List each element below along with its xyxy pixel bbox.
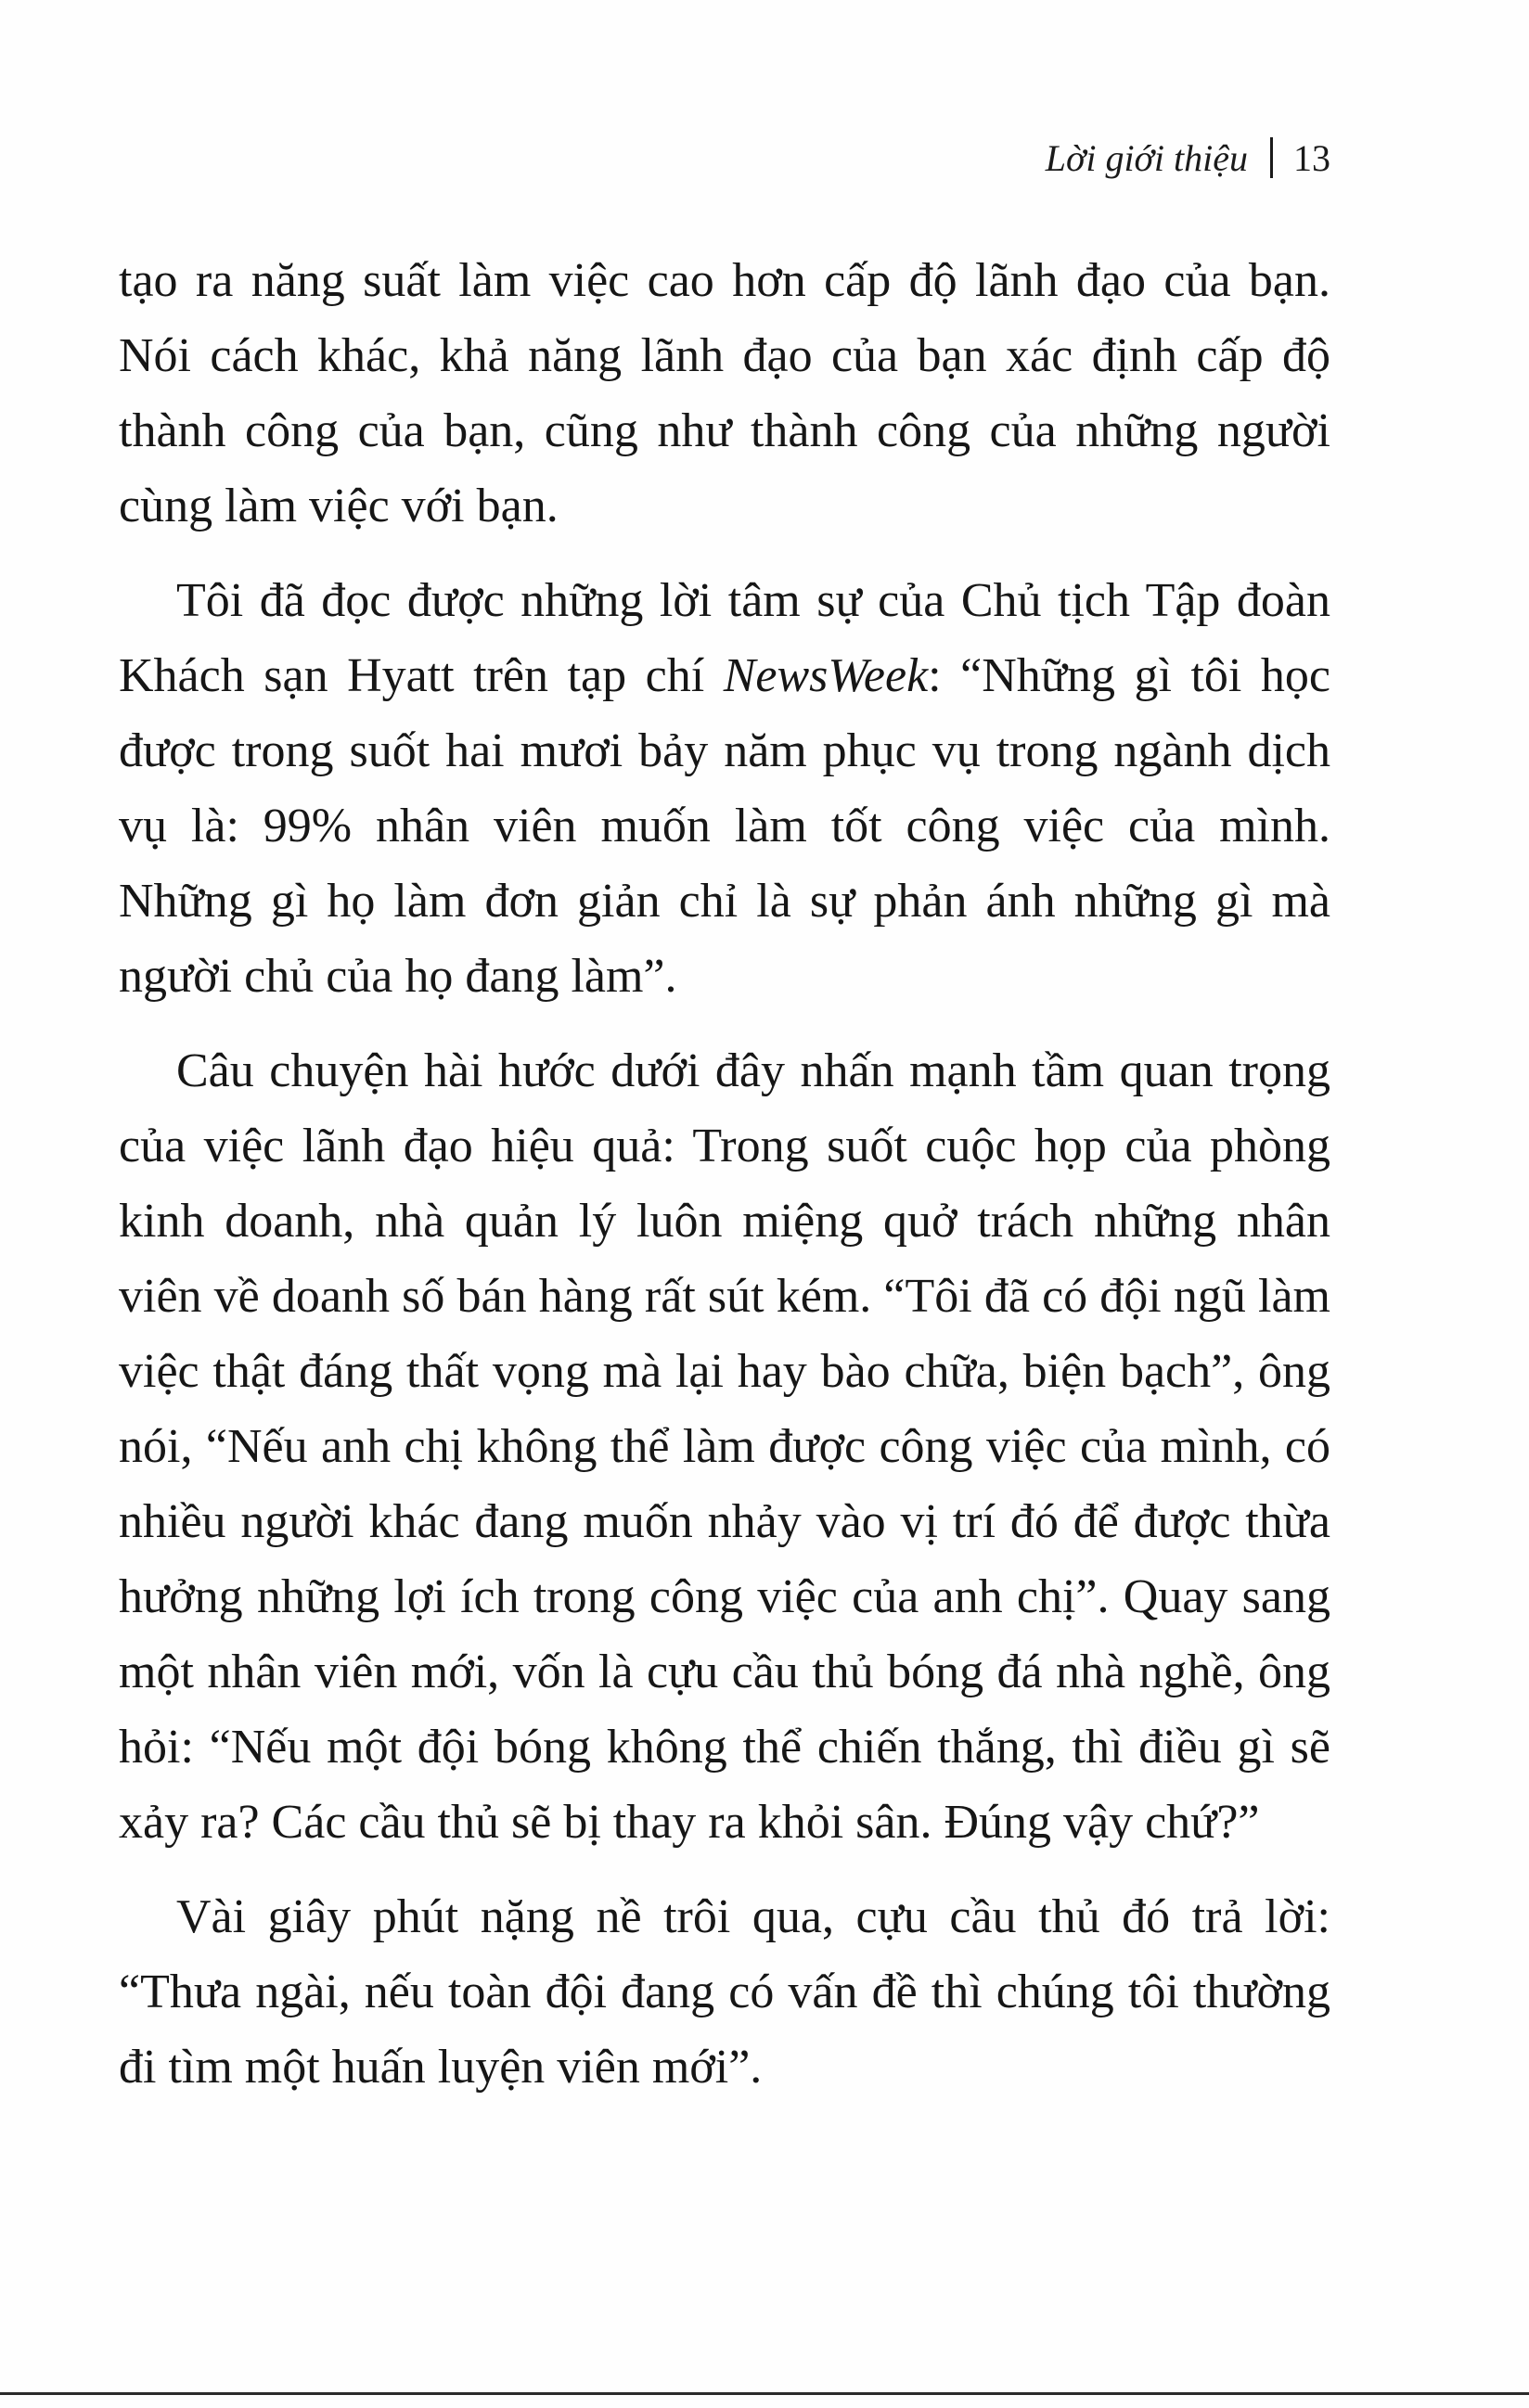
paragraph-4: Vài giây phút nặng nề trôi qua, cựu cầu thủ đó trả lời: “Thưa ngài, nếu toàn đội đang có vấn đề thì chúng tôi thường đi tìm một huấn luyện viên mới”. [119, 1890, 1330, 2094]
paragraph-2-lead: Tôi đã đọc được những lời tâm sự của Chủ tịch Tập đoàn Khách sạn Hyatt trên tạp chí [119, 574, 1330, 702]
section-title: Lời giới thiệu [1045, 137, 1248, 179]
paragraph-3: Câu chuyện hài hước dưới đây nhấn mạnh tầm quan trọng của việc lãnh đạo hiệu quả: Trong suốt cuộc họp của phòng kinh doanh, nhà quản lý luôn miệng quở trách những nhân viên về doanh số bán hàng rất sút kém. “Tôi đã có đội ngũ làm việc thật đáng thất vọng mà lại hay bào chữa, biện bạch”, ông nói, “Nếu anh chị không thể làm được công việc của mình, có nhiều người khác đang muốn nhảy vào vị trí đó để được thừa hưởng những lợi ích trong công việc của anh chị”. Quay sang một nhân viên mới, vốn là cựu cầu thủ bóng đá nhà nghề, ông hỏi: “Nếu một đội bóng không thể chiến thắng, thì điều gì sẽ xảy ra? Các cầu thủ sẽ bị thay ra khỏi sân. Đúng vậy chứ?” [119, 1044, 1330, 1849]
paragraph-1: tạo ra năng suất làm việc cao hơn cấp độ lãnh đạo của bạn. Nói cách khác, khả năng lãnh đạo của bạn xác định cấp độ thành công của bạn, cũng như thành công của những người cùng làm việc với bạn. [119, 254, 1330, 532]
magazine-title: NewsWeek [723, 649, 929, 702]
page-bottom-edge [0, 2392, 1529, 2395]
page-number: 13 [1293, 137, 1330, 179]
paragraph-2 [119, 563, 1330, 1014]
body-text [119, 243, 1330, 2124]
header-divider [1270, 137, 1273, 178]
paragraph-2-quote: : “Những gì tôi học được trong suốt hai mươi bảy năm phục vụ trong ngành dịch vụ là: 99% nhân viên muốn làm tốt công việc của mình. Những gì họ làm đơn giản chỉ là sự phản ánh những gì mà người chủ của họ đang làm”. [119, 649, 1330, 1003]
running-header [1046, 137, 1330, 178]
